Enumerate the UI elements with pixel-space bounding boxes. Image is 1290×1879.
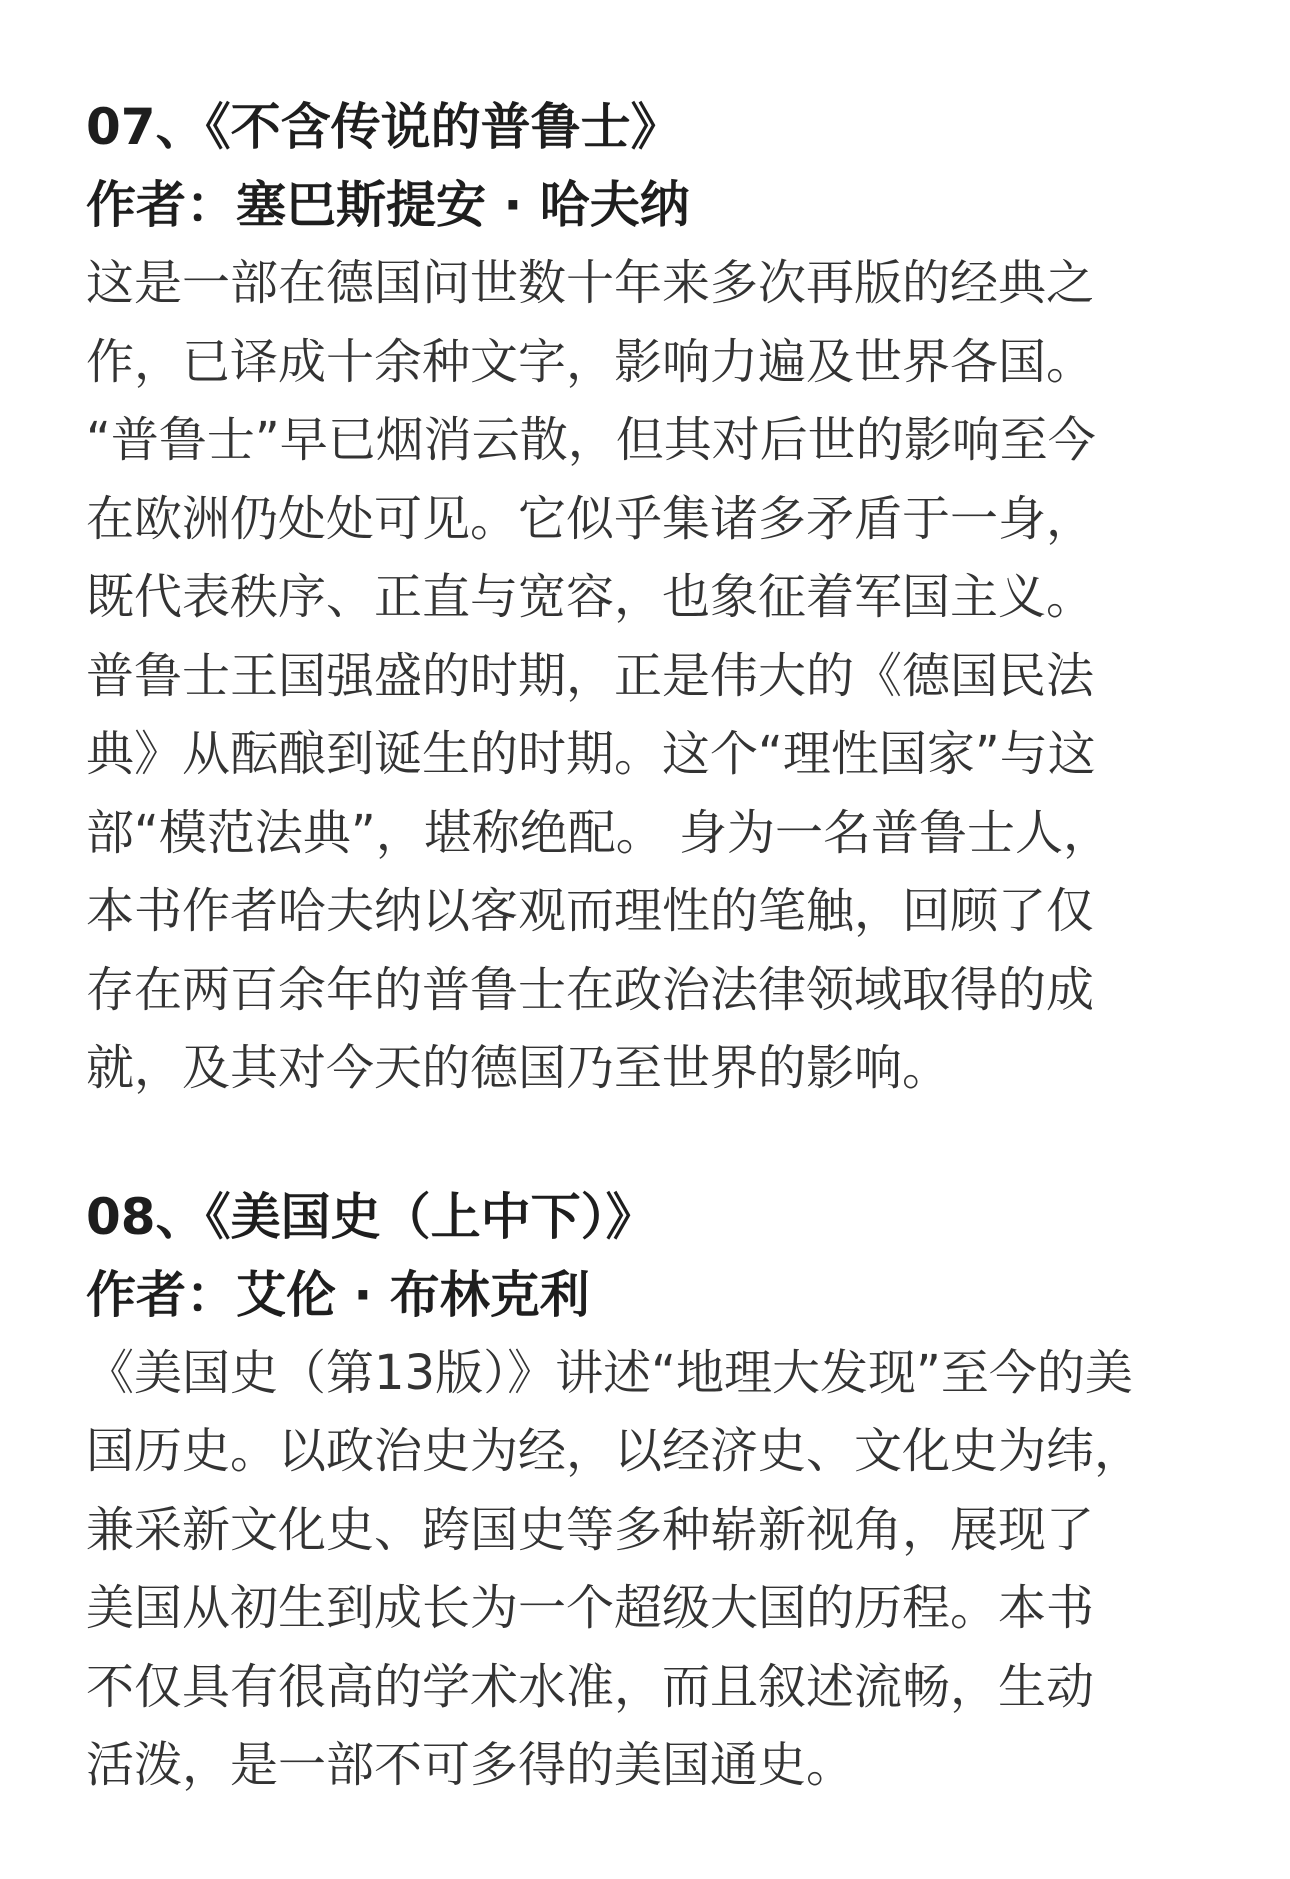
description-line: 在欧洲仍处处可见。它似乎集诸多矛盾于一身， (86, 490, 1095, 547)
book-entry-08 (86, 1178, 1216, 1805)
description-line: 《美国史（第13版）》讲述“地理大发现”至今的美 (86, 1344, 1133, 1401)
description-line: 部“模范法典”，堪称绝配。 身为一名普鲁士人， (86, 804, 1111, 861)
description-line: 普鲁士王国强盛的时期，正是伟大的《德国民法 (86, 647, 1095, 704)
book-description (86, 1334, 1216, 1805)
description-line: 存在两百余年的普鲁士在政治法律领域取得的成 (86, 961, 1095, 1018)
description-line: “普鲁士”早已烟消云散，但其对后世的影响至今 (86, 412, 1096, 468)
description-line: 本书作者哈夫纳以客观而理性的笔触，回顾了仅 (86, 883, 1095, 939)
description-line: 不仅具有很高的学术水准，而且叙述流畅，生动 (86, 1658, 1095, 1715)
book-author: 作者：塞巴斯提安 · 哈夫纳 (86, 176, 690, 234)
description-line: 这是一部在德国问世数十年来多次再版的经典之 (86, 255, 1095, 311)
book-description (86, 244, 1216, 1108)
book-entry-07 (86, 88, 1216, 1108)
description-line: 国历史。以政治史为经，以经济史、文化史为纬， (86, 1423, 1143, 1479)
description-line: 美国从初生到成长为一个超级大国的历程。本书 (86, 1580, 1095, 1636)
description-line: 作，已译成十余种文字，影响力遍及世界各国。 (86, 333, 1095, 390)
description-line: 活泼，是一部不可多得的美国通史。 (86, 1737, 855, 1793)
article-body (86, 88, 1216, 1805)
description-line: 典》从酝酿到诞生的时期。这个“理性国家”与这 (86, 726, 1096, 782)
description-line: 兼采新文化史、跨国史等多种崭新视角，展现了 (86, 1501, 1095, 1558)
book-title: 07、《不含传说的普鲁士》 (86, 98, 681, 156)
book-author: 作者：艾伦 · 布林克利 (86, 1265, 590, 1324)
description-line: 就，及其对今天的德国乃至世界的影响。 (86, 1040, 951, 1096)
book-title: 08、《美国史（上中下）》 (86, 1187, 656, 1246)
description-line: 既代表秩序、正直与宽容，也象征着军国主义。 (86, 569, 1095, 625)
